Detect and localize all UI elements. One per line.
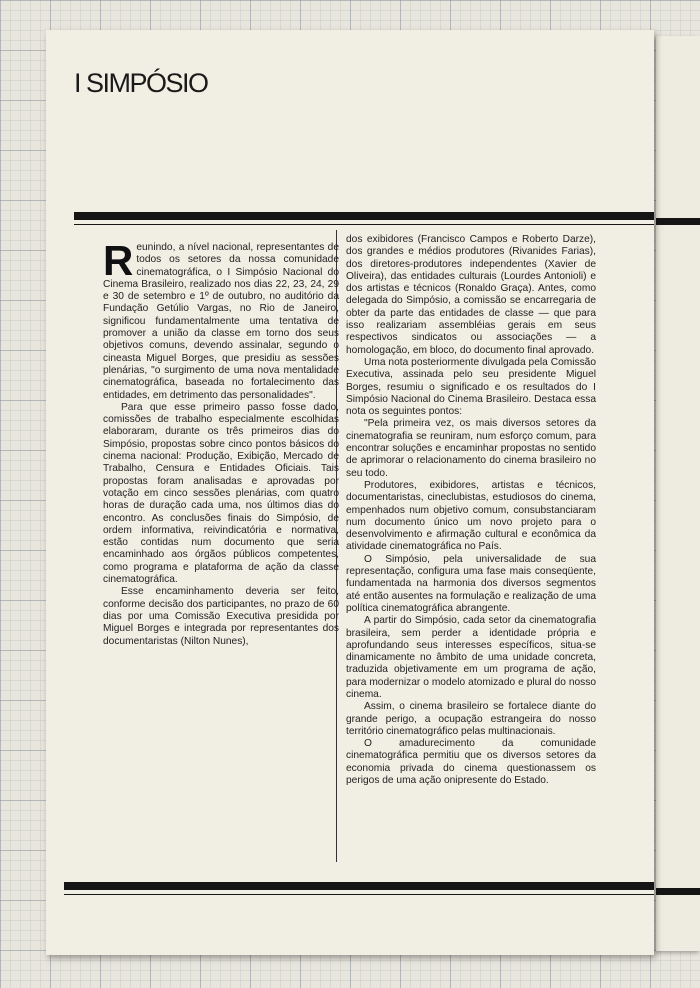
top-rule-thin	[74, 224, 654, 225]
paragraph: A partir do Simpósio, cada setor da cinematografia brasileira, sem perder a identidade própria e aprofundando seus interesses específicos, situa-se dinamicamente no âmbito de uma unidade concreta, traduzida objetivamente em um programa de ação, para modernizar o modelo atomizado e plural do nosso cinema.	[346, 615, 596, 700]
section-title: I SIMPÓSIO	[74, 68, 208, 98]
paragraph: "Pela primeira vez, os mais diversos setores da cinematografia se reuniram, num esforço comum, para encontrar soluções e encaminhar propostas no sentido de aprimorar o relacionamento do cinema brasileiro no seu todo.	[346, 418, 596, 479]
paragraph: Uma nota posteriormente divulgada pela Comissão Executiva, assinada pelo seu presidente Miguel Borges, resumiu o significado e os resultados do I Simpósio Nacional do Cinema Brasileiro. Destaca essa nota os seguintes pontos:	[346, 356, 596, 418]
document-page	[46, 30, 654, 955]
paragraph	[103, 237, 339, 402]
adjacent-page	[656, 36, 700, 951]
paragraph: O amadurecimento da comunidade cinematográfica permitiu que os diversos setores da economia privada do cinema questionassem os perigos de uma ação onipresente do Estado.	[346, 738, 596, 787]
adjacent-page-rule-top	[656, 218, 700, 225]
paragraph: Esse encaminhamento deveria ser feito, conforme decisão dos participantes, no prazo de 60 dias por uma Comissão Executiva presidida por Miguel Borges e integrada por representantes dos documentaristas (Nilton Nunes),	[103, 586, 339, 647]
top-rule	[74, 212, 654, 220]
paragraph: Assim, o cinema brasileiro se fortalece diante do grande perigo, a ocupação estrangeira do nosso território cinematográfico pelas multinacionais.	[346, 701, 596, 737]
bottom-rule-thin	[64, 894, 654, 895]
right-column	[346, 234, 596, 787]
paragraph: Para que esse primeiro passo fosse dado, comissões de trabalho especialmente escolhidas elaboraram, durante os três primeiros dias do Simpósio, propostas sobre cinco pontos básicos do cinema nacional: Produção, Exibição, Mercado de Trabalho, Censura e Entidades Oficiais. Tais propostas foram analisadas e aprovadas por votação em cinco sessões plenárias, com quatro horas de duração cada uma, nos últimos dias do encontro. As conclusões finais do Simpósio, de ordem informativa, reivindicatória e normativa, estão contidas num documento que seria encaminhado aos órgãos públicos competentes, como programa e plataforma de ação da classe cinematográfica.	[103, 401, 339, 586]
drop-cap: R	[103, 237, 134, 284]
paragraph-text: eunindo, a nível nacional, representantes de todos os setores da nossa comunidade cinematográfica, o I Simpósio Nacional do Cinema Brasileiro, realizado nos dias 22, 23, 24, 29 e 30 de setembro e 1º de outubro, no auditório da Fundação Getúlio Vargas, no Rio de Janeiro, significou fundamentalmente uma tentativa de promover a união da classe em torno dos seus objetivos comuns, devendo assinalar, segundo o cineasta Miguel Borges, que presidiu as sessões plenárias, "o surgimento de uma nova mentalidade cinematográfica, baseada no fortalecimento das entidades, em detrimento das personalidades".	[103, 242, 339, 401]
left-column	[103, 237, 339, 648]
bottom-rule	[64, 882, 654, 890]
paragraph: Produtores, exibidores, artistas e técnicos, documentaristas, cineclubistas, estudiosos do cinema, empenhados num objetivo comum, consubstanciaram num documento único um novo projeto para o desenvolvimento e afirmação cultural e econômica da atividade cinematográfica no País.	[346, 479, 596, 553]
paragraph: O Simpósio, pela universalidade de sua representação, configura uma fase mais conseqüente, fundamentada na harmonia dos diversos segmentos até então ausentes na formulação e realização de uma política cinematográfica abrangente.	[346, 553, 596, 614]
adjacent-page-rule-bottom	[656, 888, 700, 895]
paragraph: dos exibidores (Francisco Campos e Roberto Darze), dos grandes e médios produtores (Rivanides Farias), dos diretores-produtores independentes (Xavier de Oliveira), das entidades culturais (Lourdes Antonioli) e dos artistas e técnicos (Ronaldo Graça). Antes, como delegada do Simpósio, a comissão se encarregaria de obter da parte das entidades de classe — que para isso realizariam assembléias gerais em seus respectivos sindicatos ou associações — a homologação, em bloco, do documento final aprovado.	[346, 234, 596, 356]
